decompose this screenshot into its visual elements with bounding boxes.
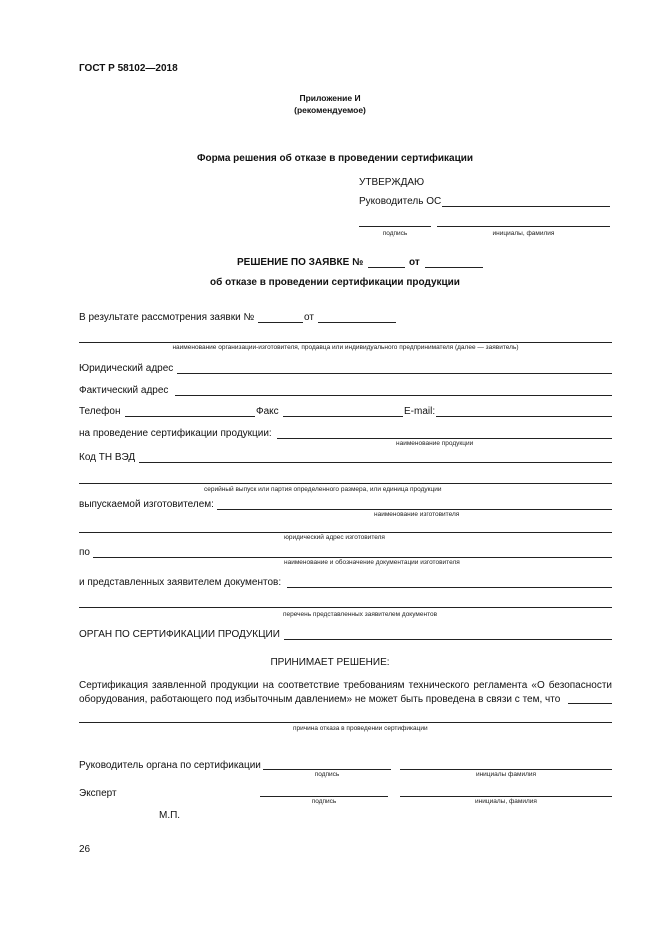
manufactured-by-label: выпускаемой изготовителем: bbox=[79, 499, 214, 510]
review-from: от bbox=[304, 312, 314, 323]
review-date-line bbox=[318, 322, 396, 323]
batch-line bbox=[79, 483, 612, 484]
documents-caption: перечень представленных заявителем документов bbox=[283, 611, 438, 618]
email-label: E-mail: bbox=[404, 406, 436, 417]
fax-label: Факс bbox=[256, 406, 279, 417]
batch-caption: серийный выпуск или партия определенного размера, или единица продукции bbox=[204, 486, 442, 493]
approval-name-line bbox=[437, 226, 610, 227]
manufacturer-line bbox=[217, 509, 612, 510]
expert-name-caption: инициалы, фамилия bbox=[475, 798, 537, 805]
manufacturer-caption: наименование изготовителя bbox=[374, 511, 460, 518]
head-os-label: Руководитель ОС bbox=[359, 196, 442, 207]
email-line bbox=[436, 416, 612, 417]
reason-caption: причина отказа в проведении сертификации bbox=[293, 725, 428, 732]
product-caption: наименование продукции bbox=[396, 440, 474, 447]
by-label: по bbox=[79, 547, 90, 558]
certification-body-line bbox=[284, 639, 612, 640]
decision-heading: ПРИНИМАЕТ РЕШЕНИЕ: bbox=[270, 657, 390, 668]
decision-body-tail-line bbox=[568, 703, 612, 704]
phone-line bbox=[125, 416, 255, 417]
decision-from: от bbox=[409, 257, 420, 268]
approval-sign-caption: подпись bbox=[382, 230, 408, 237]
tn-ved-label: Код ТН ВЭД bbox=[79, 452, 136, 463]
actual-address-label: Фактический адрес bbox=[79, 385, 169, 396]
manufacturer-address-caption: юридический адрес изготовителя bbox=[284, 534, 385, 541]
documentation-line bbox=[93, 557, 612, 558]
page-number: 26 bbox=[79, 844, 91, 855]
documents-list-line bbox=[79, 607, 612, 608]
certification-for-label: на проведение сертификации продукции: bbox=[79, 428, 272, 439]
documents-submitted-label: и представленных заявителем документов: bbox=[79, 577, 282, 588]
head-body-label: Руководитель органа по сертификации bbox=[79, 760, 261, 771]
decision-subtitle: об отказе в проведении сертификации продукции bbox=[210, 277, 460, 288]
review-number-line bbox=[258, 322, 303, 323]
product-line bbox=[277, 438, 612, 439]
legal-address-label: Юридический адрес bbox=[79, 363, 174, 374]
actual-address-line bbox=[175, 395, 612, 396]
reason-line bbox=[79, 722, 612, 723]
head-sign-line bbox=[263, 769, 391, 770]
decision-body: Сертификация заявленной продукции на соответствие требованиям технического регламента «О безопасности оборудования, работающего под избыточным давлением» не может быть проведена в связи с тем, что bbox=[79, 680, 612, 705]
decision-date-line bbox=[425, 267, 483, 268]
expert-sign-line bbox=[260, 796, 388, 797]
appendix-title: Приложение И bbox=[299, 93, 361, 103]
fax-line bbox=[283, 416, 403, 417]
head-name-caption: инициалы фамилия bbox=[475, 771, 537, 778]
decision-title: РЕШЕНИЕ ПО ЗАЯВКЕ № bbox=[237, 257, 364, 268]
applicant-caption: наименование организации-изготовителя, продавца или индивидуального предпринимателя (далее — заявитель) bbox=[172, 344, 519, 351]
phone-label: Телефон bbox=[79, 406, 121, 417]
certification-body-label: ОРГАН ПО СЕРТИФИКАЦИИ ПРОДУКЦИИ bbox=[79, 629, 280, 640]
approve-label: УТВЕРЖДАЮ bbox=[359, 177, 425, 188]
expert-label: Эксперт bbox=[79, 788, 117, 799]
tn-ved-line bbox=[139, 462, 612, 463]
head-sign-caption: подпись bbox=[314, 771, 340, 778]
approval-sign-line bbox=[359, 226, 431, 227]
expert-name-line bbox=[400, 796, 612, 797]
approval-name-caption: инициалы, фамилия bbox=[492, 230, 555, 237]
appendix-subtitle: (рекомендуемое) bbox=[294, 105, 366, 115]
stamp-label: М.П. bbox=[159, 810, 181, 821]
standard-designation: ГОСТ Р 58102—2018 bbox=[79, 63, 178, 74]
documentation-caption: наименование и обозначение документации изготовителя bbox=[284, 559, 460, 566]
form-title: Форма решения об отказе в проведении сертификации bbox=[196, 153, 474, 164]
head-name-line bbox=[400, 769, 612, 770]
head-os-line bbox=[442, 206, 610, 207]
review-label: В результате рассмотрения заявки № bbox=[79, 312, 255, 323]
applicant-line bbox=[79, 342, 612, 343]
documents-submitted-line bbox=[287, 587, 612, 588]
decision-number-line bbox=[368, 267, 405, 268]
legal-address-line bbox=[177, 373, 612, 374]
manufacturer-address-line bbox=[79, 532, 612, 533]
expert-sign-caption: подпись bbox=[311, 798, 337, 805]
